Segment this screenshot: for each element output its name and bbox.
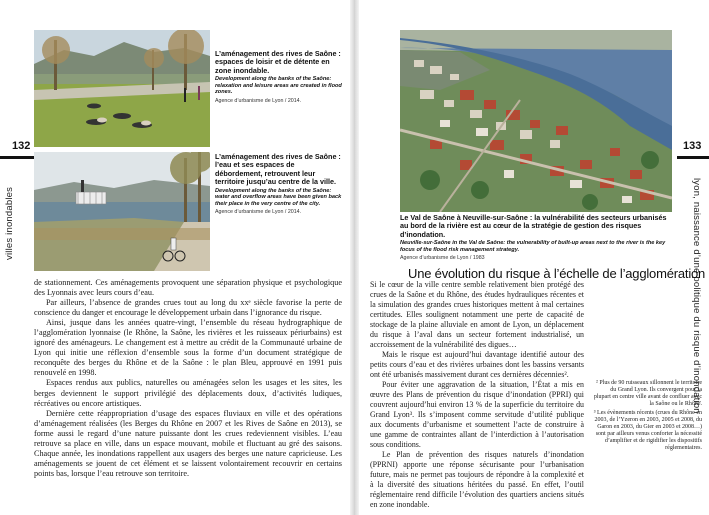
footnote: ² Plus de 90 ruisseaux sillonnent le territoire du Grand Lyon. Ils convergent pour la plupart en centre ville avant de confluer avec la Saône ou le Rhône. (593, 380, 702, 407)
page-rule-right (677, 156, 709, 159)
right-body-text (370, 280, 584, 510)
left-page (0, 0, 350, 515)
photo1-caption-title: L’aménagement des rives de Saône : espaces de loisir et de détente en zone inondable. (215, 49, 341, 75)
left-paragraph: Dernière cette réappropriation d’usage des espaces fluviaux en ville et des opérations d’aménagement réalisées (les Berges du Rhône en 2007 et les Rives de Saône en 2013), se forme aussi le regard d’une nature puissante dont les crues redeviennent visibles. L’eau retrouve sa place en ville, dans un espace mouvant, mobile et fluctuant au gré des saisons. Chaque année, les inondations rappellent aux usagers des berges une nature capricieuse. Les aménagements se jouent de cet élément et se laissent volontairement recouvrir en certains points bas, lorsque l’eau retrouve son territoire. (34, 408, 342, 478)
page-rule-left (0, 156, 38, 159)
page-number-left: 132 (12, 140, 31, 152)
right-paragraph: Mais le risque est aujourd’hui davantage identifié autour des petits cours d’eau et des rivières urbaines dont les bassins versants ont été urbanisés massivement durant ces dernières décennies². (370, 350, 584, 379)
aerial-caption (400, 214, 670, 262)
photo2-caption-english: Development along the banks of the Saône: water and overflow areas have been given back their place in the very centre of the city. (215, 187, 342, 207)
aerial-credit: Agence d’urbanisme de Lyon / 1983 (400, 255, 485, 262)
footnote: ³ Les évènements récents (crues du Rhône en 2003, de l’Yzeron en 2003, 2005 et 2008, du Garon en 2003, du Gier en 2003 et 2008…) sont par ailleurs venus conforter la nécessité d’amplifier et de rigidifier les dispositifs réglementaires. (593, 410, 702, 451)
left-paragraph: Espaces rendus aux publics, naturelles ou aménagées selon les usages et les sites, les berges deviennent le support privilégié des déplacements doux, d’activités ludiques, récréatives ou encore artistiques. (34, 378, 342, 408)
running-title-left: villes inondables (4, 186, 15, 260)
aerial-caption-english: Neuville-sur-Saône in the Val de Saône: the vulnerability of built-up areas next to the river is the key focus of the flood risk management strategy. (400, 240, 666, 253)
photo1-credit: Agence d’urbanisme de Lyon / 2014. (215, 98, 302, 104)
footnotes (592, 380, 702, 454)
left-paragraph: Ainsi, jusque dans les années quatre-vingt, l’ensemble du réseau hydrographique de l’agglomération lyonnaise (le Rhône, la Saône, les rivières et les ruisseaux périurbains) est ignoré des aménageurs. Le changement est à mettre au crédit de la Communauté urbaine de Lyon qui initie une réflexion d’ensemble sous la forme d’un document stratégique de reconquête des berges du Rhône et de la Saône : le plan Bleu, approuvé en 1991 puis renouvelé en 1998. (34, 318, 342, 378)
photo1-caption (215, 50, 343, 104)
photo2-caption (215, 153, 343, 216)
page-number-right: 133 (683, 140, 702, 152)
photo-riverside-lawn (34, 30, 210, 147)
left-paragraph: de stationnement. Ces aménagements provoquent une séparation physique et psychologique des Lyonnais avec leurs cours d’eau. (34, 278, 342, 298)
left-paragraph: Par ailleurs, l’absence de grandes crues tout au long du xxᵉ siècle favorise la perte de conscience du danger et encourage le développement urbain dans l’ignorance du risque. (34, 298, 342, 318)
photo2-caption-title: L’aménagement des rives de Saône : l’eau et ses espaces de débordement, retrouvent leur territoire jusqu’au centre de la ville. (215, 152, 341, 187)
book-gutter (350, 0, 359, 515)
photo-riverside-path (34, 152, 210, 271)
section-heading: Une évolution du risque à l’échelle de l’agglomération (408, 266, 706, 281)
photo2-credit: Agence d’urbanisme de Lyon / 2014. (215, 209, 302, 216)
right-paragraph: Pour éviter une aggravation de la situation, l’État a mis en œuvre des Plans de prévention du risque d’inondation (PPRI) qui couvrent aujourd’hui environ 13 % de la superficie du territoire du Grand Lyon³. Ils s’imposent comme servitude d’utilité publique aux documents d’urbanisme et soumettent l’acte de construire à une gamme de contraintes allant de l’interdiction à l’autorisation sous conditions. (370, 380, 584, 449)
right-paragraph: Le Plan de prévention des risques naturels d’inondation (PPRNI) apporte une réponse sécurisante pour l’urbanisation future, mais ne permet pas toujours de répondre à la complexité et à la diversité des situations héritées du passé. En effet, l’outil réglementaire rend difficile l’évolution des quartiers anciens situés en zone inondable. (370, 450, 584, 509)
right-paragraph: Si le cœur de la ville centre semble relativement bien protégé des crues de la Saône et du Rhône, des études hydrauliques récentes et la simulation des grandes crues historiques mettent à mal certaines certitudes. Elles soulignent notamment une perte de capacité de stockage de la plaine alluviale en amont de Lyon, un déplacement du risque à l’aval dans un secteur fortement industrialisé, un accroissement de la vulnérabilité des digues… (370, 280, 584, 349)
photo-aerial-neuville (400, 30, 672, 212)
running-title-right: lyon, naissance d’une politique du risque d’inondation (691, 178, 702, 414)
left-body-text (34, 278, 342, 479)
photo1-caption-english: Development along the banks of the Saône: relaxation and leisure areas are created in flood zones. (215, 76, 342, 96)
aerial-caption-title: Le Val de Saône à Neuville-sur-Saône : la vulnérabilité des secteurs urbanisés au bord de la rivière est au cœur de la stratégie de gestion des risques d’inondation. (400, 213, 667, 239)
